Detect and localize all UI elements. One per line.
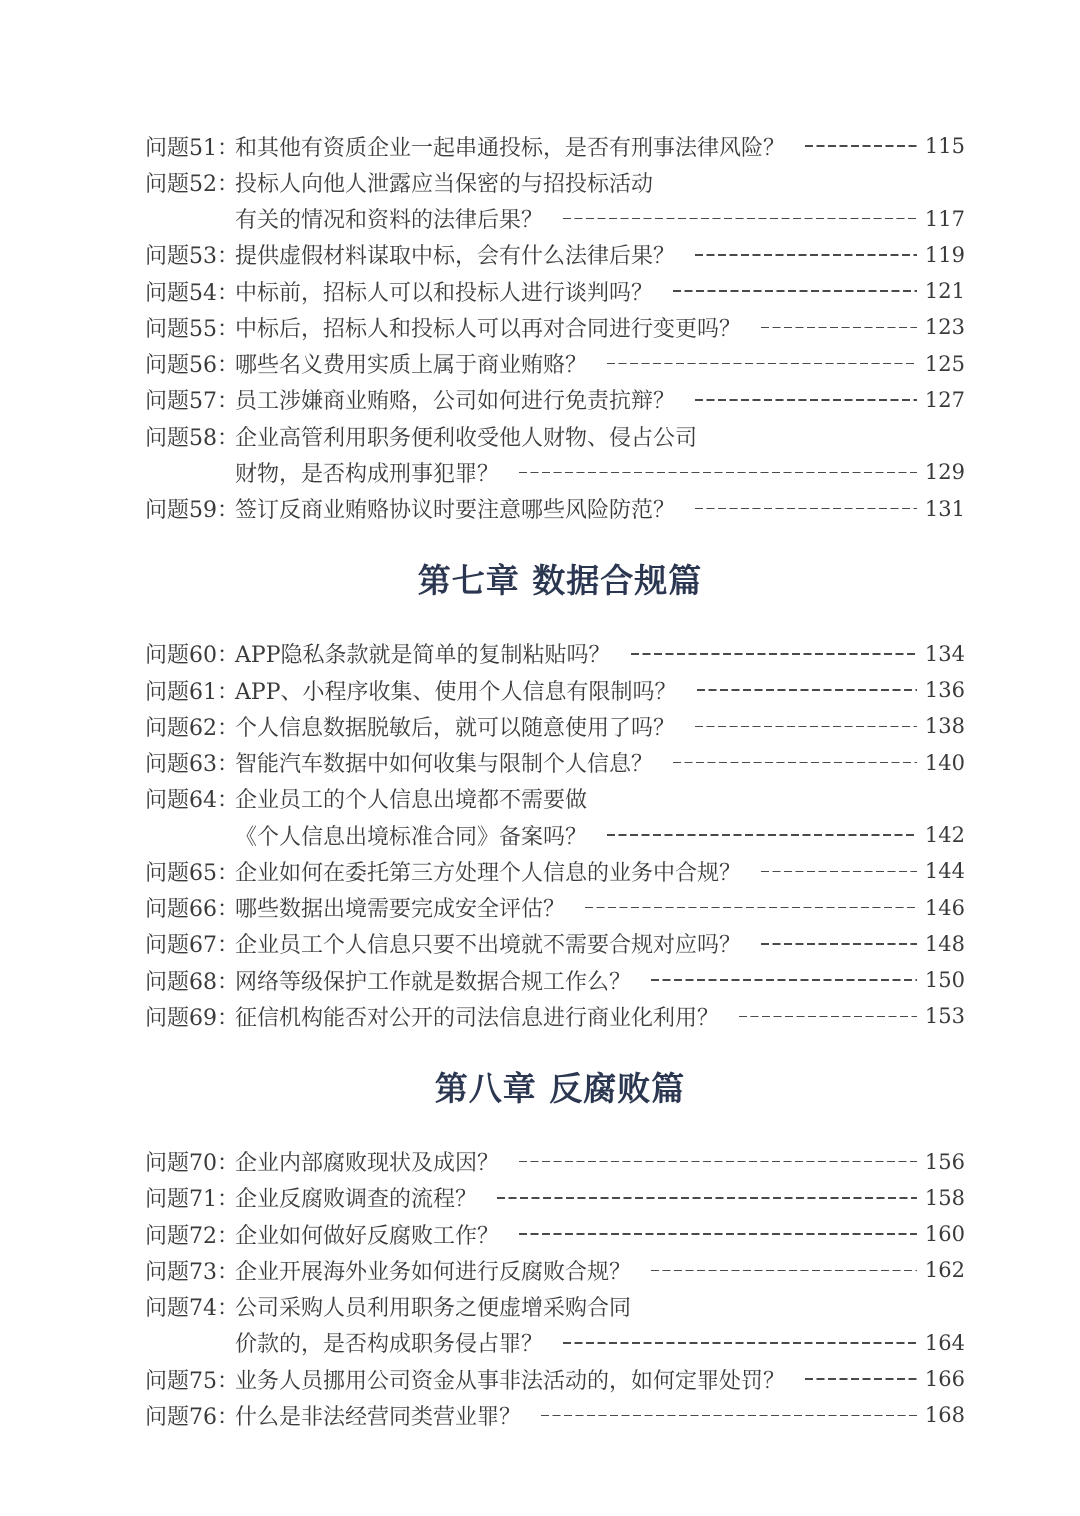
entry-label: 问题74： (145, 1296, 239, 1322)
entry-label: 问题73： (145, 1259, 239, 1285)
entry-label: 问题75： (145, 1368, 239, 1394)
entry-label: 问题69： (145, 1005, 239, 1031)
entry-title: 企业如何做好反腐败工作？ (235, 1223, 500, 1249)
entry-page-number: 123 (924, 315, 965, 340)
entry-title: 网络等级保护工作就是数据合规工作么？ (235, 969, 632, 995)
toc-entry (145, 672, 965, 708)
entry-page-number: 129 (924, 460, 965, 485)
dash-leader (695, 726, 917, 728)
dash-leader (563, 218, 917, 220)
entry-label: 问题51： (145, 135, 239, 161)
toc-entry (145, 237, 965, 273)
toc-entry (145, 1361, 965, 1397)
dash-leader (761, 871, 917, 873)
toc-section (145, 1035, 965, 1434)
entry-title: 和其他有资质企业一起串通投标，是否有刑事法律风险？ (235, 135, 786, 161)
entry-page-number: 160 (924, 1222, 965, 1247)
entry-label: 问题66： (145, 897, 239, 923)
entry-label: 问题53： (145, 244, 239, 270)
dash-leader (673, 762, 917, 764)
entry-title: 签订反商业贿赂协议时要注意哪些风险防范？ (235, 498, 676, 524)
toc-entry (145, 1252, 965, 1288)
toc-entry (145, 1180, 965, 1216)
entry-page-number: 166 (924, 1367, 965, 1392)
toc-entry (145, 382, 965, 418)
entry-page-number: 148 (924, 931, 965, 956)
entry-title-continued: 《个人信息出境标准合同》备案吗？ (235, 824, 588, 850)
entry-label: 问题68： (145, 969, 239, 995)
entry-page-number: 140 (924, 750, 965, 775)
entry-title: 企业开展海外业务如何进行反腐败合规？ (235, 1259, 632, 1285)
entry-title-continued: 有关的情况和资料的法律后果？ (235, 208, 544, 234)
table-of-contents (145, 128, 965, 1434)
chapter-heading: 第八章 反腐败篇 (434, 1068, 686, 1108)
dash-leader (695, 508, 917, 510)
entry-title: 中标前，招标人可以和投标人进行谈判吗？ (235, 280, 654, 306)
toc-entry (145, 636, 965, 672)
dash-leader (631, 653, 917, 655)
toc-entry (145, 128, 965, 164)
entry-page-number: 162 (924, 1258, 965, 1283)
dash-leader (761, 943, 917, 945)
entry-title: 企业员工个人信息只要不出境就不需要合规对应吗？ (235, 933, 742, 959)
toc-entry (145, 926, 965, 962)
toc-entry (145, 853, 965, 889)
entry-title: 企业如何在委托第三方处理个人信息的业务中合规？ (235, 860, 742, 886)
entry-page-number: 158 (924, 1185, 965, 1210)
entry-title: 企业反腐败调查的流程？ (235, 1187, 478, 1213)
toc-entry (145, 1144, 965, 1180)
toc-entry (145, 998, 965, 1034)
dash-leader (761, 327, 917, 329)
entry-label: 问题63： (145, 752, 239, 778)
dash-leader (673, 290, 917, 292)
toc-entry (145, 491, 965, 527)
entry-page-number: 121 (924, 279, 965, 304)
entry-title: 什么是非法经营同类营业罪？ (235, 1404, 522, 1430)
toc-section (145, 128, 965, 527)
dash-leader (695, 254, 917, 256)
entry-title: 个人信息数据脱敏后，就可以随意使用了吗？ (235, 715, 676, 741)
toc-entry (145, 745, 965, 781)
entry-title: 智能汽车数据中如何收集与限制个人信息？ (235, 752, 654, 778)
dash-leader (607, 834, 917, 836)
dash-leader (497, 1197, 917, 1199)
entry-page-number: 156 (924, 1149, 965, 1174)
toc-entry (145, 346, 965, 382)
dash-leader (651, 1270, 917, 1272)
toc-entry (145, 309, 965, 345)
entry-label: 问题70： (145, 1151, 239, 1177)
dash-leader (563, 1342, 917, 1344)
entry-title: 投标人向他人泄露应当保密的与招投标活动 (235, 171, 654, 197)
entry-page-number: 142 (924, 823, 965, 848)
entry-page-number: 138 (924, 714, 965, 739)
dash-leader (695, 399, 917, 401)
chapter-heading: 第七章 数据合规篇 (417, 560, 703, 600)
entry-page-number: 146 (924, 895, 965, 920)
toc-entry (145, 164, 965, 237)
entry-label: 问题72： (145, 1223, 239, 1249)
entry-title: 公司采购人员利用职务之便虚增采购合同 (235, 1296, 632, 1322)
toc-entry (145, 890, 965, 926)
dash-leader (805, 1378, 917, 1380)
entry-label: 问题65： (145, 860, 239, 886)
toc-entry (145, 418, 965, 491)
entry-title: 提供虚假材料谋取中标，会有什么法律后果？ (235, 244, 676, 270)
entry-page-number: 134 (924, 641, 965, 666)
entry-label: 问题67： (145, 933, 239, 959)
toc-entry (145, 273, 965, 309)
entry-page-number: 117 (924, 206, 965, 231)
toc-entry (145, 1397, 965, 1433)
entry-label: 问题54： (145, 280, 239, 306)
entry-label: 问题64： (145, 788, 239, 814)
entry-label: 问题55： (145, 316, 239, 342)
dash-leader (585, 907, 917, 909)
entry-title: 业务人员挪用公司资金从事非法活动的，如何定罪处罚？ (235, 1368, 786, 1394)
entry-title: 征信机构能否对公开的司法信息进行商业化利用？ (235, 1005, 720, 1031)
entry-label: 问题57： (145, 389, 239, 415)
dash-leader (519, 1233, 917, 1235)
entry-page-number: 125 (924, 351, 965, 376)
entry-page-number: 153 (924, 1004, 965, 1029)
entry-page-number: 164 (924, 1330, 965, 1355)
entry-title: APP、小程序收集、使用个人信息有限制吗？ (235, 679, 677, 705)
entry-title: 企业高管利用职务便利收受他人财物、侵占公司 (235, 425, 698, 451)
entry-page-number: 168 (924, 1403, 965, 1428)
entry-title: 员工涉嫌商业贿赂，公司如何进行免责抗辩？ (235, 389, 676, 415)
entry-page-number: 131 (924, 496, 965, 521)
entry-label: 问题58： (145, 425, 239, 451)
entry-title-continued: 财物，是否构成刑事犯罪？ (235, 461, 500, 487)
entry-title: 中标后，招标人和投标人可以再对合同进行变更吗？ (235, 316, 742, 342)
entry-title: APP隐私条款就是简单的复制粘贴吗？ (235, 643, 611, 669)
entry-page-number: 150 (924, 968, 965, 993)
entry-label: 问题60： (145, 643, 239, 669)
entry-label: 问题56： (145, 353, 239, 379)
entry-title: 哪些名义费用实质上属于商业贿赂？ (235, 353, 588, 379)
entry-label: 问题52： (145, 171, 239, 197)
toc-section (145, 527, 965, 1035)
entry-title: 哪些数据出境需要完成安全评估？ (235, 897, 566, 923)
entry-title-continued: 价款的，是否构成职务侵占罪？ (235, 1332, 544, 1358)
entry-page-number: 136 (924, 678, 965, 703)
dash-leader (519, 1161, 917, 1163)
entry-label: 问题61： (145, 679, 239, 705)
dash-leader (651, 979, 917, 981)
entry-label: 问题59： (145, 498, 239, 524)
entry-page-number: 115 (924, 134, 965, 159)
entry-label: 问题76： (145, 1404, 239, 1430)
dash-leader (697, 689, 917, 691)
toc-entry (145, 1216, 965, 1252)
dash-leader (739, 1016, 917, 1018)
dash-leader (519, 472, 917, 474)
dash-leader (805, 145, 917, 147)
entry-label: 问题71： (145, 1187, 239, 1213)
entry-page-number: 119 (924, 242, 965, 267)
toc-entry (145, 781, 965, 854)
entry-label: 问题62： (145, 715, 239, 741)
entry-page-number: 144 (924, 859, 965, 884)
toc-entry (145, 1289, 965, 1362)
entry-title: 企业内部腐败现状及成因？ (235, 1151, 500, 1177)
entry-title: 企业员工的个人信息出境都不需要做 (235, 788, 588, 814)
dash-leader (607, 363, 917, 365)
dash-leader (541, 1415, 917, 1417)
entry-page-number: 127 (924, 387, 965, 412)
toc-entry (145, 708, 965, 744)
toc-entry (145, 962, 965, 998)
